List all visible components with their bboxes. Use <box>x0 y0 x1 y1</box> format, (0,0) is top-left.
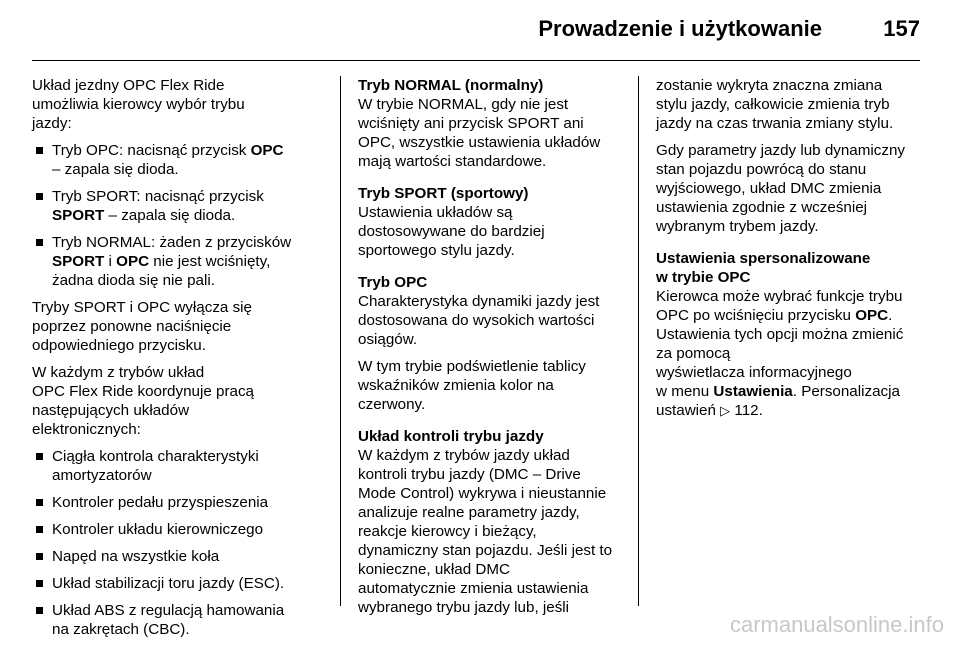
column-3 <box>656 76 926 421</box>
header-divider <box>32 60 920 61</box>
bullet-icon <box>36 453 43 460</box>
column-2 <box>358 76 626 617</box>
list-item: Układ stabilizacji toru jazdy (ESC). <box>32 574 328 593</box>
paragraph: W tym trybie podświetlenie tablicy wskaźników zmienia kolor na czerwony. <box>358 358 586 413</box>
section-heading: Tryb OPC <box>358 274 428 291</box>
section-heading: Tryb SPORT (sportowy) <box>358 185 529 202</box>
list-item: Napęd na wszystkie koła <box>32 547 328 566</box>
page-reference-arrow-icon: ▷ <box>720 404 731 419</box>
section-heading: Tryb NORMAL (normalny) <box>358 77 544 94</box>
list-item: Tryb NORMAL: żaden z przycisków SPORT i OPC nie jest wciśnięty, żadna dioda się nie pali. <box>32 233 328 290</box>
systems-list <box>32 447 328 639</box>
list-item: Kontroler pedału przyspieszenia <box>32 493 328 512</box>
column-divider-1 <box>340 76 341 606</box>
list-item: Tryb OPC: nacisnąć przycisk OPC – zapala się dioda. <box>32 141 328 179</box>
section-normal: Tryb NORMAL (normalny) W trybie NORMAL, gdy nie jest wciśnięty ani przycisk SPORT ani OPC, wszystkie ustawienia układów mają wartości standardowe. <box>358 76 626 171</box>
list-item: Tryb SPORT: nacisnąć przycisk SPORT – zapala się dioda. <box>32 187 328 225</box>
paragraph: zostanie wykryta znaczna zmiana stylu jazdy, całkowicie zmienia tryb jazdy na czas trwania zmiany stylu. <box>656 77 894 132</box>
section-heading: Ustawienia spersonalizowane w trybie OPC <box>656 250 871 286</box>
page-title: Prowadzenie i użytkowanie <box>538 16 822 41</box>
list-item: Kontroler układu kierowniczego <box>32 520 328 539</box>
bullet-icon <box>36 607 43 614</box>
column-divider-2 <box>638 76 639 606</box>
bullet-icon <box>36 239 43 246</box>
bullet-icon <box>36 499 43 506</box>
list-item: Ciągła kontrola charakterystyki amortyzatorów <box>32 447 328 485</box>
column-1 <box>32 76 328 647</box>
watermark: carmanualsonline.info <box>729 612 944 637</box>
page-header <box>0 0 960 60</box>
bullet-icon <box>36 193 43 200</box>
mode-list <box>32 141 328 290</box>
list-item: Układ ABS z regulacją hamowania na zakrętach (CBC). <box>32 601 328 639</box>
page-number: 157 <box>883 16 920 41</box>
bullet-icon <box>36 553 43 560</box>
section-heading: Układ kontroli trybu jazdy <box>358 428 544 445</box>
page-reference[interactable]: 112. <box>734 402 763 419</box>
paragraph: W każdym z trybów układ OPC Flex Ride koordynuje pracą następujących układów elektronicznych: <box>32 364 255 438</box>
paragraph: Charakterystyka dynamiki jazdy jest dostosowana do wysokich wartości osiągów. <box>358 293 600 348</box>
section-opc <box>358 273 626 414</box>
section-drive-mode-control: Układ kontroli trybu jazdy W każdym z trybów jazdy układ kontroli trybu jazdy (DMC – Drive Mode Control) wykrywa i nieustannie analizuje realne parametry jazdy, reakcje kierowcy i bieżący, dynamiczny stan pojazdu. Jeśli jest to konieczne, układ DMC automatycznie zmienia ustawienia wybranego trybu jazdy lub, jeśli <box>358 427 626 617</box>
bullet-icon <box>36 526 43 533</box>
paragraph: Gdy parametry jazdy lub dynamiczny stan pojazdu powrócą do stanu wyjściowego, układ DMC zmienia ustawienia zgodnie z wcześniej wybranym trybem jazdy. <box>656 142 906 235</box>
section-sport: Tryb SPORT (sportowy) Ustawienia układów są dostosowywane do bardziej sportowego stylu jazdy. <box>358 184 626 260</box>
paragraph: Tryby SPORT i OPC wyłącza się poprzez ponowne naciśnięcie odpowiedniego przycisku. <box>32 299 252 354</box>
section-custom-settings: Ustawienia spersonalizowane w trybie OPC Kierowca może wybrać funkcje trybu OPC po wciśnięciu przycisku OPC. Ustawienia tych opcji można zmienić za pomocą wyświetlacza informacyjnego w menu Ustawienia. Personalizacja ustawień ▷ 112. <box>656 249 926 421</box>
bullet-icon <box>36 580 43 587</box>
bullet-icon <box>36 147 43 154</box>
intro-paragraph: Układ jezdny OPC Flex Ride umożliwia kierowcy wybór trybu jazdy: <box>32 77 245 132</box>
